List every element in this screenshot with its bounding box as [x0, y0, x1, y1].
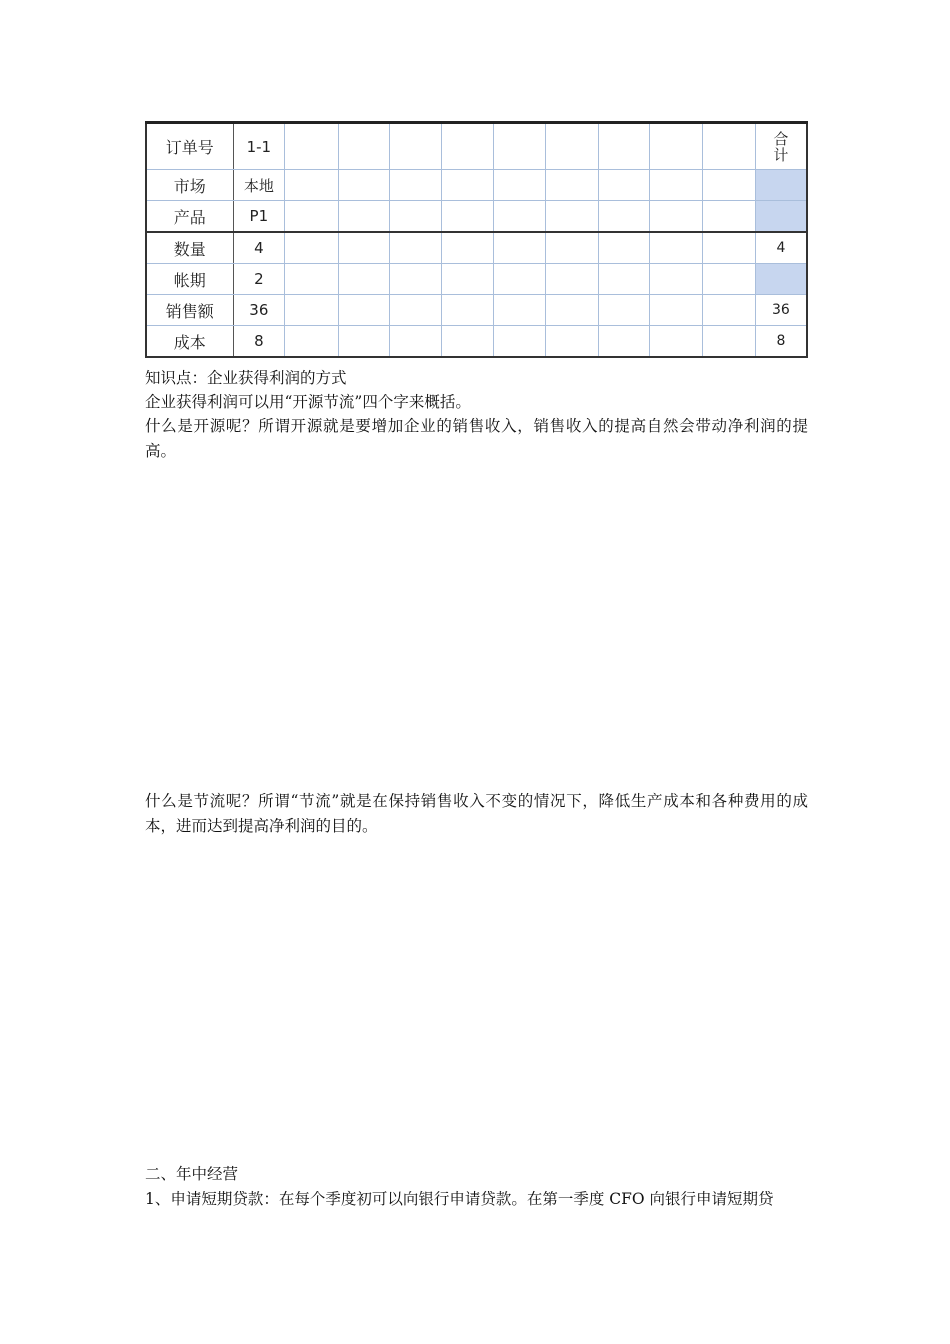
section-heading-mid-year: 二、年中经营 [145, 1165, 239, 1183]
total-header-bottom: 计 [773, 145, 789, 164]
header-quantity: 数量 [146, 232, 233, 264]
total-sales: 36 [755, 295, 807, 326]
table-row [146, 264, 807, 295]
table-row [146, 232, 807, 264]
total-payment-term [755, 264, 807, 295]
total-header-top: 合 [773, 129, 789, 148]
header-product: 产品 [146, 201, 233, 233]
header-payment-term: 帐期 [146, 264, 233, 295]
knowledge-point-title: 知识点：企业获得利润的方式 [145, 369, 347, 387]
header-cost: 成本 [146, 326, 233, 358]
table-row [146, 201, 807, 233]
cell-sales: 36 [233, 295, 285, 326]
table-row [146, 170, 807, 201]
profit-summary-line: 企业获得利润可以用“开源节流”四个字来概括。 [145, 393, 471, 411]
total-cost: 8 [755, 326, 807, 358]
short-term-loan-paragraph: 1、申请短期贷款：在每个季度初可以向银行申请贷款。在第一季度 CFO 向银行申请短期贷 [145, 1190, 774, 1208]
total-product [755, 201, 807, 233]
open-source-paragraph: 什么是开源呢？所谓开源就是要增加企业的销售收入，销售收入的提高自然会带动净利润的提高。 [145, 417, 808, 460]
header-order-number: 订单号 [146, 123, 233, 170]
total-market [755, 170, 807, 201]
total-header [755, 123, 807, 170]
table-row [146, 295, 807, 326]
cell-cost: 8 [233, 326, 285, 358]
table-row [146, 326, 807, 358]
cost-saving-paragraph: 什么是节流呢？所谓“节流”就是在保持销售收入不变的情况下，降低生产成本和各种费用的成本，进而达到提高净利润的目的。 [145, 792, 808, 835]
cell-quantity: 4 [233, 232, 285, 264]
header-market: 市场 [146, 170, 233, 201]
order-table [145, 121, 808, 358]
table-row [146, 123, 807, 170]
cell-payment-term: 2 [233, 264, 285, 295]
total-quantity: 4 [755, 232, 807, 264]
header-sales: 销售额 [146, 295, 233, 326]
cell-product: P1 [233, 201, 285, 233]
cell-market: 本地 [233, 170, 285, 201]
cell-order-number: 1-1 [233, 123, 285, 170]
